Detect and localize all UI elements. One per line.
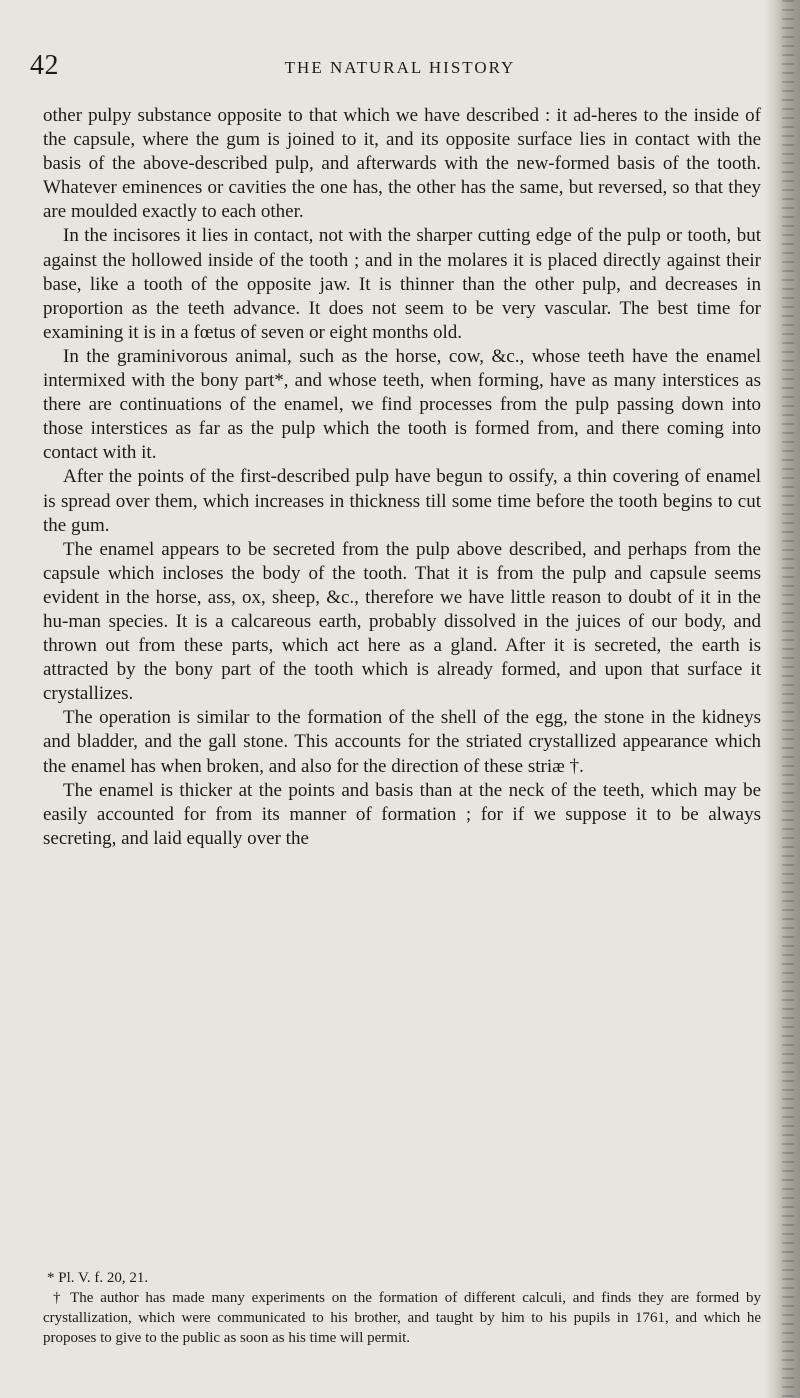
paragraph: In the incisores it lies in contact, not with the sharper cutting edge of the pulp or tooth, but against the hollowed inside of the tooth ; and in the molares it is placed directly against their base, like a tooth of the opposite jaw. It is thinner than the other pulp, and decreases in proportion as the teeth advance. It does not seem to be very vascular. The best time for examining it is in a fœtus of seven or eight months old.	[43, 225, 761, 343]
paragraph: In the graminivorous animal, such as the horse, cow, &c., whose teeth have the enamel intermixed with the bony part*, and whose teeth, when forming, have as many interstices as there are continuations of the enamel, we find processes from the pulp passing down into those interstices as far as the pulp which the tooth is formed from, and there coming into contact with it.	[43, 345, 761, 464]
footnote: † The author has made many experiments on the formation of different calculi, and finds they are formed by crystallization, which were communicated to his brother, and taught by him to his pupils in 1761, and which he proposes to give to the public as soon as his time will permit.	[43, 1290, 761, 1346]
paragraph: other pulpy substance opposite to that which we have described : it ad-heres to the inside of the capsule, where the gum is joined to it, and its opposite surface lies in contact with the basis of the above-described pulp, and afterwards with the new-formed basis of the tooth. Whatever eminences or cavities the one has, the other has the same, but reversed, so that they are moulded exactly to each other.	[43, 105, 761, 223]
footnote: * Pl. V. f. 20, 21.	[47, 1270, 149, 1286]
paragraph: The enamel appears to be secreted from the pulp above described, and perhaps from the capsule which incloses the body of the tooth. That it is from the pulp and capsule seems evident in the horse, ass, ox, sheep, &c., therefore we have little reason to doubt of it in the hu-man species. It is a calcareous earth, probably dissolved in the juices of our body, and thrown out from these parts, which act here as a gland. After it is secreted, the earth is attracted by the bony part of the tooth which is already formed, and upon that surface it crystallizes.	[43, 538, 761, 705]
main-text	[43, 104, 761, 851]
running-title: THE NATURAL HISTORY	[284, 58, 516, 77]
page-edge-texture	[782, 0, 794, 1398]
paragraph: After the points of the first-described pulp have begun to ossify, a thin covering of enamel is spread over them, which increases in thickness till some time before the tooth begins to cut the gum.	[43, 466, 761, 536]
paragraph: The enamel is thicker at the points and basis than at the neck of the teeth, which may be easily accounted for from its manner of formation ; for if we suppose it to be always secreting, and laid equally over the	[43, 779, 761, 849]
page-number: 42	[30, 50, 59, 81]
paragraph: The operation is similar to the formation of the shell of the egg, the stone in the kidneys and bladder, and the gall stone. This accounts for the striated crystallized appearance which the enamel has when broken, and also for the direction of these striæ †.	[43, 707, 761, 777]
footnotes	[43, 1268, 761, 1348]
